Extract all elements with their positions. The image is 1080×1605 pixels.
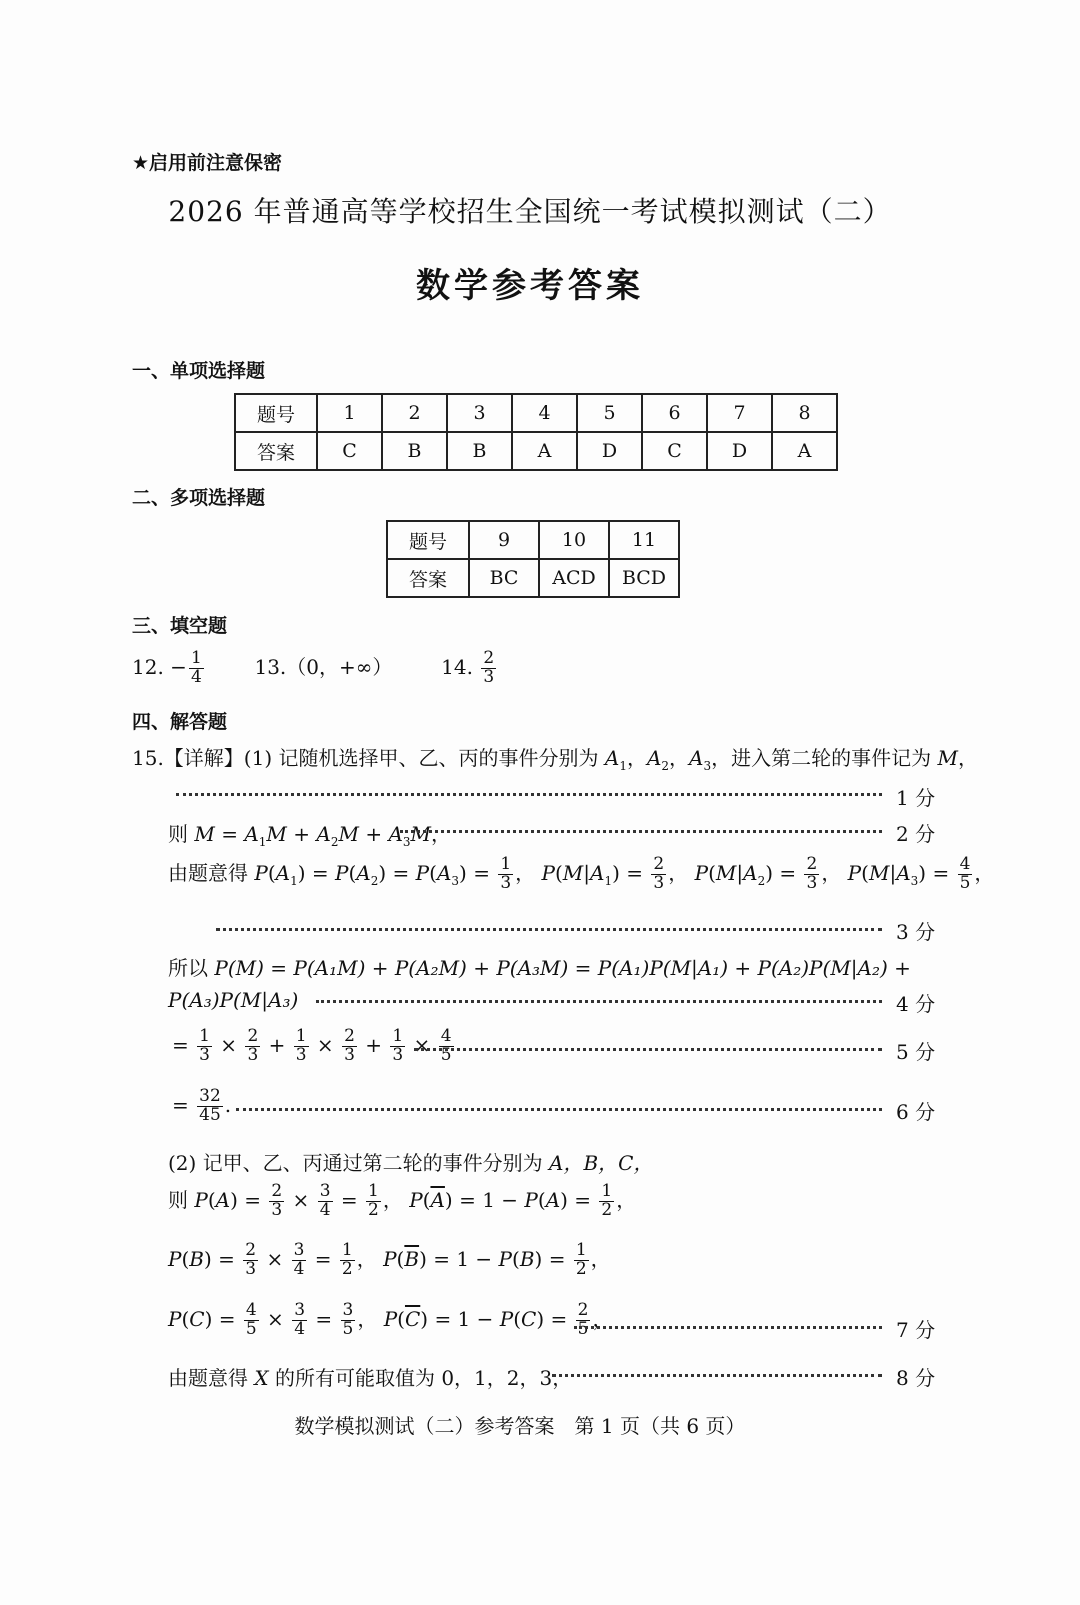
q15-step-4: 所以 P(M) = P(A₁M) + P(A₂M) + P(A₃M) = P(A₁)P(M|A₁) + P(A₂)P(M|A₂) +	[168, 956, 911, 980]
table-cell: 7	[707, 394, 772, 432]
q12-fraction: $\frac{1}{4}$	[190, 648, 202, 687]
table-cell: 9	[469, 521, 539, 559]
table-cell: 4	[512, 394, 577, 432]
table-cell: A	[512, 432, 577, 470]
question-number-row	[387, 521, 679, 559]
table-cell: B	[447, 432, 512, 470]
row-label: 题号	[387, 521, 469, 559]
section-fill-blank-title: 三、填空题	[132, 615, 228, 637]
table-cell: 3	[447, 394, 512, 432]
q15-step-2: 则 $M = A_1M + A_2M + A_3M$，	[168, 822, 452, 849]
table-cell: A	[772, 432, 837, 470]
table-cell: C	[642, 432, 707, 470]
leader-dots	[216, 928, 882, 931]
leader-dots	[236, 1108, 882, 1111]
answer-row	[387, 559, 679, 597]
document-title: 数学参考答案	[416, 266, 644, 306]
score-6: 6 分	[896, 1100, 936, 1124]
page-footer: 数学模拟测试（二）参考答案 第 1 页（共 6 页）	[294, 1414, 746, 1438]
table-cell: BC	[469, 559, 539, 597]
q15-result: = $\frac{32}{45}$ .	[172, 1086, 232, 1125]
q15-step-4b: P(A₃)P(M|A₃)	[168, 988, 299, 1012]
table-cell: 6	[642, 394, 707, 432]
confidential-notice: ★启用前注意保密	[132, 152, 283, 174]
q15-part2-intro: (2) 记甲、乙、丙通过第二轮的事件分别为 A，B，C，	[168, 1151, 654, 1175]
fill-blank-answers	[132, 650, 498, 687]
row-label: 答案	[387, 559, 469, 597]
multiple-choice-answer-table	[386, 520, 680, 598]
table-cell: 1	[317, 394, 382, 432]
prob-b: P(B) = $\frac{2}{3}$ × $\frac{3}{4}$ = $\frac{1}{2}$ ， $P(\overline{B}) = 1 - P(B)$ = $\frac{1}{2}$ ，	[168, 1240, 611, 1279]
question-number-row	[235, 394, 837, 432]
score-7: 7 分	[896, 1318, 936, 1342]
q13-answer: 13.（0，+∞）	[254, 654, 393, 679]
table-cell: 2	[382, 394, 447, 432]
score-8: 8 分	[896, 1366, 936, 1390]
row-label: 题号	[235, 394, 317, 432]
leader-dots	[552, 1374, 882, 1377]
prob-c: P(C) = $\frac{4}{5}$ × $\frac{3}{4}$ = $\frac{3}{5}$ ， $P(\overline{C}) = 1 - P(C)$ = $\frac{2}{5}$ ，	[168, 1300, 613, 1339]
table-cell: D	[577, 432, 642, 470]
leader-dots	[414, 1048, 882, 1051]
leader-dots	[574, 1326, 882, 1329]
answer-row	[235, 432, 837, 470]
q15-intro: 15.【详解】(1) 记随机选择甲、乙、丙的事件分别为 $A_1$，$A_2$，$A_3$，进入第二轮的事件记为 M，	[132, 746, 978, 773]
x-values: 由题意得 X 的所有可能取值为 0，1，2，3，	[168, 1366, 573, 1390]
table-cell: 5	[577, 394, 642, 432]
table-cell: 10	[539, 521, 609, 559]
prob-a: 则 P(A) = $\frac{2}{3}$ × $\frac{3}{4}$ = $\frac{1}{2}$ ， $P(\overline{A}) = 1 - P(A)$ = $\frac{1}{2}$ ，	[168, 1181, 637, 1220]
section-single-choice-title: 一、单项选择题	[132, 360, 266, 382]
score-2: 2 分	[896, 822, 936, 846]
section-solution-title: 四、解答题	[132, 711, 228, 733]
table-cell: D	[707, 432, 772, 470]
row-label: 答案	[235, 432, 317, 470]
leader-dots	[176, 793, 882, 796]
leader-dots	[400, 830, 882, 833]
table-cell: B	[382, 432, 447, 470]
score-4: 4 分	[896, 992, 936, 1016]
table-cell: C	[317, 432, 382, 470]
table-cell: BCD	[609, 559, 679, 597]
score-1: 1 分	[896, 786, 936, 810]
q12-number: 12.	[132, 654, 164, 679]
leader-dots	[316, 1000, 882, 1003]
q15-step-5: = $\frac{1}{3}$ × $\frac{2}{3}$ + $\frac{1}{3}$ × $\frac{2}{3}$ + $\frac{1}{3}$ × $\frac{4}{5}$	[172, 1026, 452, 1065]
table-cell: ACD	[539, 559, 609, 597]
q14-number: 14.	[441, 654, 473, 679]
score-3: 3 分	[896, 920, 936, 944]
single-choice-answer-table	[234, 393, 838, 471]
score-5: 5 分	[896, 1040, 936, 1064]
table-cell: 8	[772, 394, 837, 432]
q12-sign: −	[170, 654, 187, 679]
table-cell: 11	[609, 521, 679, 559]
q15-step-3: 由题意得 $P(A_1) = P(A_2) = P(A_3)$ = $\frac{1}{3}$ ， $P(M|A_1)$ = $\frac{2}{3}$ ， $P(M|A_2)$ = $\frac{2}{3}$ ， $P(M|A_3)$ = $\frac{4}{5}$ ，	[168, 854, 995, 893]
section-multiple-choice-title: 二、多项选择题	[132, 487, 266, 509]
exam-title: 2026 年普通高等学校招生全国统一考试模拟测试（二）	[168, 195, 892, 228]
q14-fraction: $\frac{2}{3}$	[483, 648, 495, 687]
